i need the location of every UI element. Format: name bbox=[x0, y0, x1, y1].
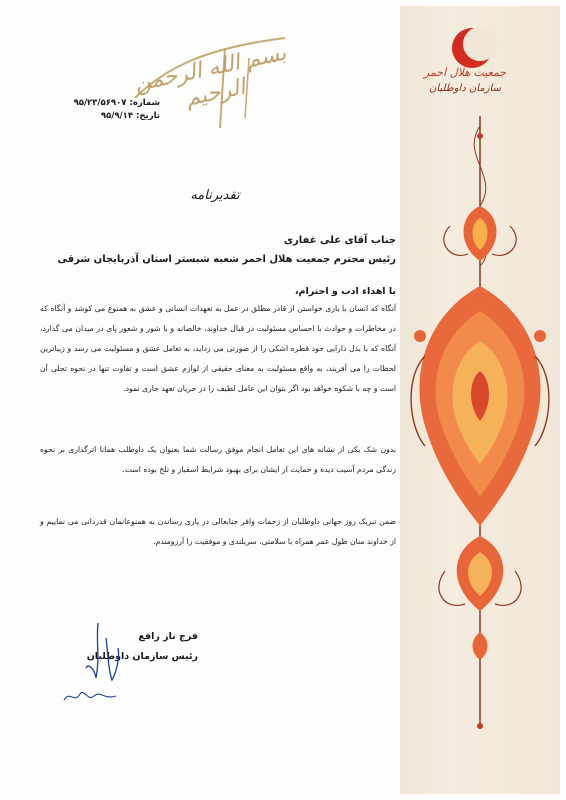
letter-date: تاریخ: ۹۵/۹/۱۴ bbox=[100, 111, 160, 121]
document-title: تقدیرنامه bbox=[190, 188, 240, 203]
arabesque-ornament bbox=[400, 6, 560, 794]
greeting: با اهداء ادب و احترام، bbox=[294, 286, 396, 297]
basmala-text: بسم الله الرحمن الرحیم bbox=[132, 40, 289, 112]
recipient-role: رئیس محترم جمعیت هلال احمر شعبه شبستر استان آذربایجان شرقی bbox=[57, 254, 396, 265]
letter-number: شماره: ۹۵/۲۳/۵۶۹۰۷ bbox=[73, 98, 160, 108]
handwritten-signature bbox=[78, 618, 128, 688]
body-paragraph-3: ضمن تبریک روز جهانی داوطلبان از زحمات وافر جنابعالی در یاری رساندن به همنوعانمان قدردانی می نماییم و از خداوند منان طول عمر همراه با سلامتی، سربلندی و موفقیت را آرزومندم. bbox=[40, 517, 396, 546]
recipient-name: جناب آقای علی غفاری bbox=[283, 235, 396, 246]
body-paragraph-1: آنگاه که انسان با یاری خواستن از قادر مطلق در عمل به تعهدات انسانی و عشق به همنوع می کوشد و آنگاه که در مخاطرات و حوادث با احساس مسئولیت در قبال خداوند، خالصانه و با شور و شعور پای در میدان می گذارد، آنگاه که با بذل دارایی خود قطره اشکی را از صورتی می زداید، به تعامل عشق و مسئولیت می رسد و زیباترین لحظات را می آفریند، به واقع مسئولیت به معنای حقیقی از لوازم عشق است و تفاوت تنها در نحوه تجلی آن است و چه با شکوه خواهد بود اگر بتوان این عامل لطیف را در جریان تعهد جاری نمود. bbox=[40, 304, 396, 393]
red-crescent-logo bbox=[452, 27, 497, 68]
signatory-name: فرج ناز رافع bbox=[138, 631, 198, 642]
organization-division: سازمان داوطلبان bbox=[429, 83, 501, 94]
body-paragraph-2: بدون شک یکی از نشانه های این تعامل انجام موفق رسالت شما بعنوان یک داوطلب همانا اثرگذاری بر نحوه زندگی مردم آسیب دیده و حمایت از ایشان برای بهبود شرایط اسفبار و تلخ بوده است. bbox=[40, 445, 396, 474]
signatory-title: رئیس سازمان داوطلبان bbox=[86, 651, 198, 662]
decorative-strip bbox=[400, 6, 560, 794]
organization-name: جمعیت هلال احمر bbox=[423, 66, 507, 79]
pen-scribble bbox=[60, 686, 120, 706]
